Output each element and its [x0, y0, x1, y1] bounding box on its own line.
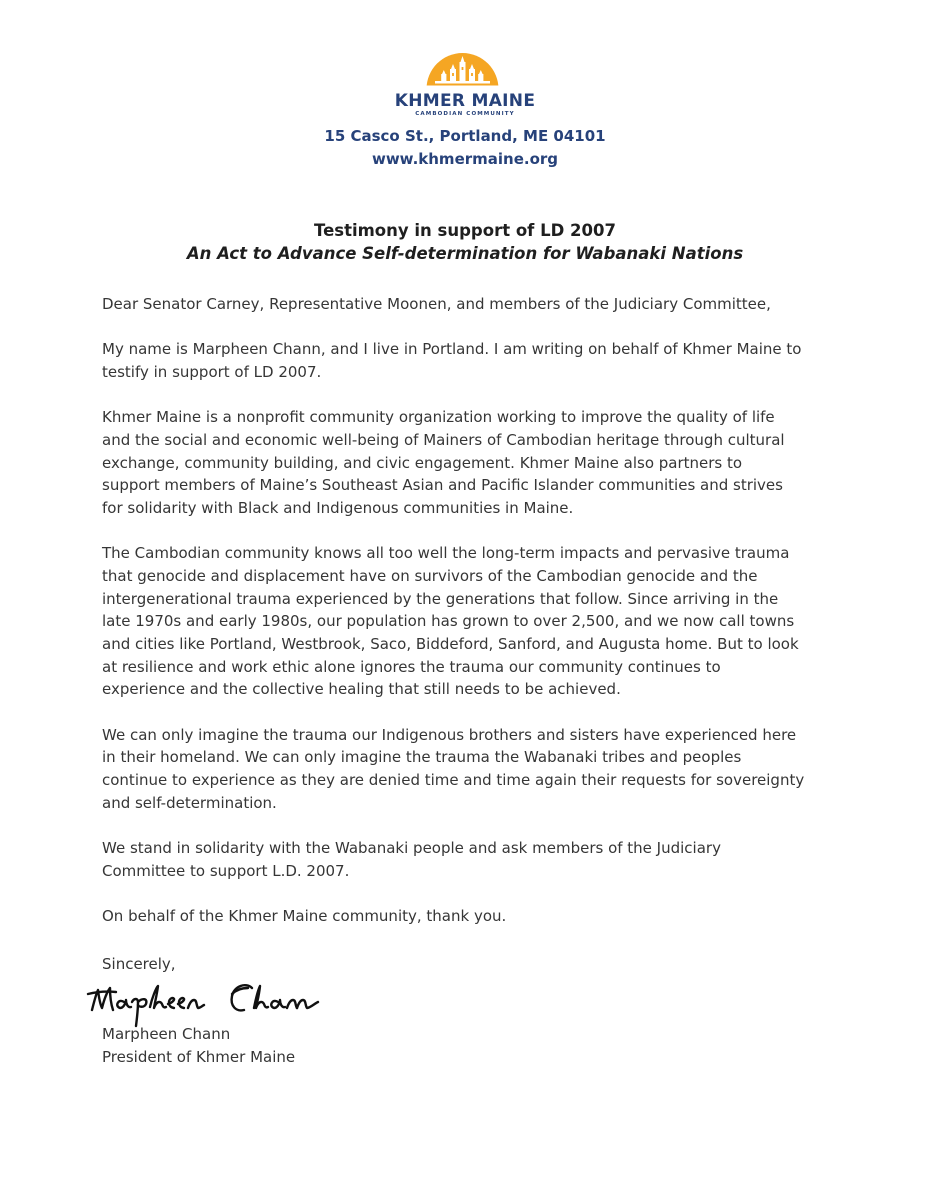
text-line: Committee to support L.D. 2007. — [102, 861, 350, 880]
text-line: late 1970s and early 1980s, our population has grown to over 2,500, and we now call towns — [102, 612, 795, 631]
text-line: continue to experience as they are denied time and time again their requests for sovereignty — [102, 770, 805, 789]
text-line: experience and the collective healing that still needs to be achieved. — [102, 680, 621, 699]
text-line: intergenerational trauma experienced by the generations that follow. Since arriving in the — [102, 589, 779, 608]
org-subtitle: CAMBODIAN COMMUNITY — [415, 111, 515, 117]
text-line: We stand in solidarity with the Wabanaki people and ask members of the Judiciary — [102, 838, 721, 857]
letter-body — [102, 293, 842, 950]
testimony-title: Testimony in support of LD 2007 — [314, 221, 616, 240]
salutation-line: Dear Senator Carney, Representative Moonen, and members of the Judiciary Committee, — [102, 295, 771, 313]
signer-role: President of Khmer Maine — [102, 1048, 296, 1066]
text-line: support members of Maine’s Southeast Asian and Pacific Islander communities and strives — [102, 476, 783, 495]
handwritten-signature — [86, 972, 336, 1028]
paragraph-intro — [102, 338, 842, 383]
text-line: Khmer Maine is a nonprofit community organization working to improve the quality of life — [102, 408, 775, 427]
text-line: and the social and economic well-being of Mainers of Cambodian heritage through cultural — [102, 430, 785, 449]
paragraph-community-history — [102, 542, 842, 701]
text-line: at resilience and work ethic alone ignores the trauma our community continues to — [102, 657, 721, 676]
temple-sunrise-logo-icon — [425, 52, 500, 90]
text-line: for solidarity with Black and Indigenous communities in Maine. — [102, 498, 574, 517]
paragraph-thanks — [102, 905, 842, 928]
text-line: On behalf of the Khmer Maine community, thank you. — [102, 906, 507, 925]
text-line: The Cambodian community knows all too well the long-term impacts and pervasive trauma — [102, 544, 790, 563]
text-line: and self-determination. — [102, 793, 277, 812]
salutation — [102, 293, 842, 316]
text-line: exchange, community building, and civic engagement. Khmer Maine also partners to — [102, 453, 743, 472]
org-website: www.khmermaine.org — [371, 150, 559, 168]
paragraph-solidarity — [102, 837, 842, 882]
text-line: and cities like Portland, Westbrook, Saco, Biddeford, Sanford, and Augusta home. But to look — [102, 634, 799, 653]
text-line: that genocide and displacement have on survivors of the Cambodian genocide and the — [102, 566, 758, 585]
text-line: My name is Marpheen Chann, and I live in Portland. I am writing on behalf of Khmer Maine to — [102, 340, 802, 359]
paragraph-organization — [102, 406, 842, 520]
text-line: in their homeland. We can only imagine the trauma the Wabanaki tribes and peoples — [102, 748, 742, 767]
bill-title: An Act to Advance Self-determination for Wabanaki Nations — [186, 244, 744, 263]
valediction: Sincerely, — [102, 955, 176, 973]
paragraph-indigenous-trauma — [102, 724, 842, 815]
org-name: KHMER MAINE — [394, 91, 536, 111]
org-address: 15 Casco St., Portland, ME 04101 — [324, 127, 606, 145]
text-line: testify in support of LD 2007. — [102, 362, 322, 381]
text-line: We can only imagine the trauma our Indigenous brothers and sisters have experienced here — [102, 725, 797, 744]
signer-name: Marpheen Chann — [102, 1025, 231, 1043]
